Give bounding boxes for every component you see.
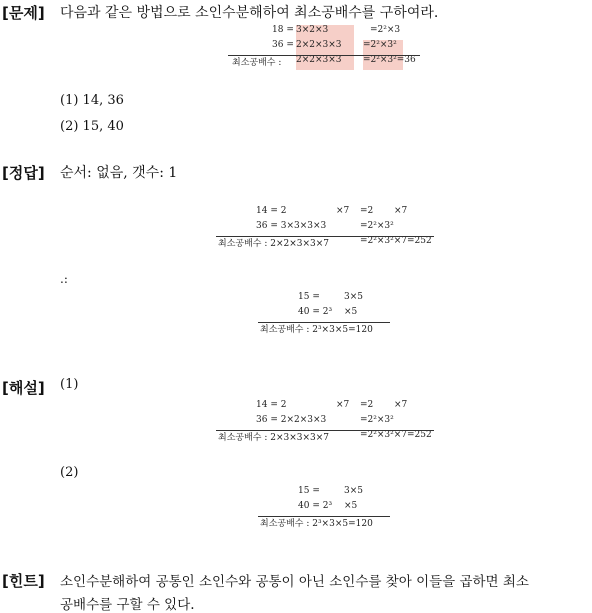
solution-item-2: (2) [60, 465, 79, 480]
hint-line-1: 소인수분해하여 공통인 소인수와 공통이 아닌 소인수를 찾아 이들을 곱하면 최소 [60, 574, 529, 590]
example-r1-a: 18 = [272, 25, 294, 35]
ans1-r2-a: 36 = 3×3×3×3 [256, 221, 327, 231]
solution-block-1 [216, 400, 434, 445]
therefore-mark: .: [60, 272, 68, 286]
sol2-r2-b: ×5 [344, 501, 358, 511]
sol1-r1-d: ×7 [394, 400, 408, 410]
sol1-r1-b: ×7 [336, 400, 350, 410]
sol2-r2-a: 40 = 2³ [298, 501, 333, 511]
example-r1-b: 3×2×3 [296, 25, 329, 35]
sol1-r1-a: 14 = 2 [256, 400, 287, 410]
ans1-r1-d: ×7 [394, 206, 408, 216]
ans2-r2-b: ×5 [344, 307, 358, 317]
example-r2-a: 36 = [272, 40, 294, 50]
problem-item-1: (1) 14, 36 [60, 93, 124, 108]
solution-item-1: (1) [60, 377, 79, 392]
ans2-r1-b: 3×5 [344, 292, 363, 302]
answer-block-1 [216, 206, 434, 251]
example-r2-c: =2²×3² [363, 40, 397, 50]
sol1-r1-c: =2 [360, 400, 374, 410]
answer-block-2 [258, 292, 390, 337]
sol1-r3-b: =2²×3²×7=252 [360, 430, 432, 440]
sol2-r1-b: 3×5 [344, 486, 363, 496]
ans1-r1-a: 14 = 2 [256, 206, 287, 216]
example-r2-b: 2×2×3×3 [296, 40, 342, 50]
hint-tag: [힌트] [2, 572, 45, 590]
ans1-r3-a: 최소공배수 : 2×2×3×3×7 [218, 239, 330, 249]
example-rule [228, 55, 420, 56]
ans1-r1-b: ×7 [336, 206, 350, 216]
answer-tag: [정답] [2, 164, 45, 182]
ans2-rule [258, 322, 390, 323]
ans1-r1-c: =2 [360, 206, 374, 216]
example-factorization [228, 25, 420, 70]
ans2-r3-a: 최소공배수 : 2³×3×5=120 [260, 325, 373, 335]
hint-line-2: 공배수를 구할 수 있다. [60, 597, 195, 613]
sol1-r2-a: 36 = 2×2×3×3 [256, 415, 327, 425]
example-r3-a: 최소공배수 : [232, 58, 282, 68]
ans2-r2-a: 40 = 2³ [298, 307, 333, 317]
solution-block-2 [258, 486, 390, 531]
sol1-rule [216, 430, 434, 431]
sol2-r3-a: 최소공배수 : 2³×3×5=120 [260, 519, 373, 529]
ans2-r1-a: 15 = [298, 292, 320, 302]
sol2-r1-a: 15 = [298, 486, 320, 496]
sol1-r2-b: =2²×3² [360, 415, 394, 425]
ans1-r2-b: =2²×3² [360, 221, 394, 231]
example-r3-b: 2×2×3×3 [296, 55, 342, 65]
ans1-r3-b: =2²×3²×7=252 [360, 236, 432, 246]
ans1-rule [216, 236, 434, 237]
example-r3-c: =2²×3²=36 [363, 55, 416, 65]
problem-item-2: (2) 15, 40 [60, 119, 124, 134]
problem-tag: [문제] [2, 4, 45, 22]
sol1-r3-a: 최소공배수 : 2×3×3×3×7 [218, 433, 330, 443]
problem-text: 다음과 같은 방법으로 소인수분해하여 최소공배수를 구하여라. [60, 5, 439, 21]
sol2-rule [258, 516, 390, 517]
solution-tag: [해설] [2, 379, 45, 397]
example-r1-c: =2²×3 [370, 25, 401, 35]
answer-text: 순서: 없음, 갯수: 1 [60, 165, 178, 181]
